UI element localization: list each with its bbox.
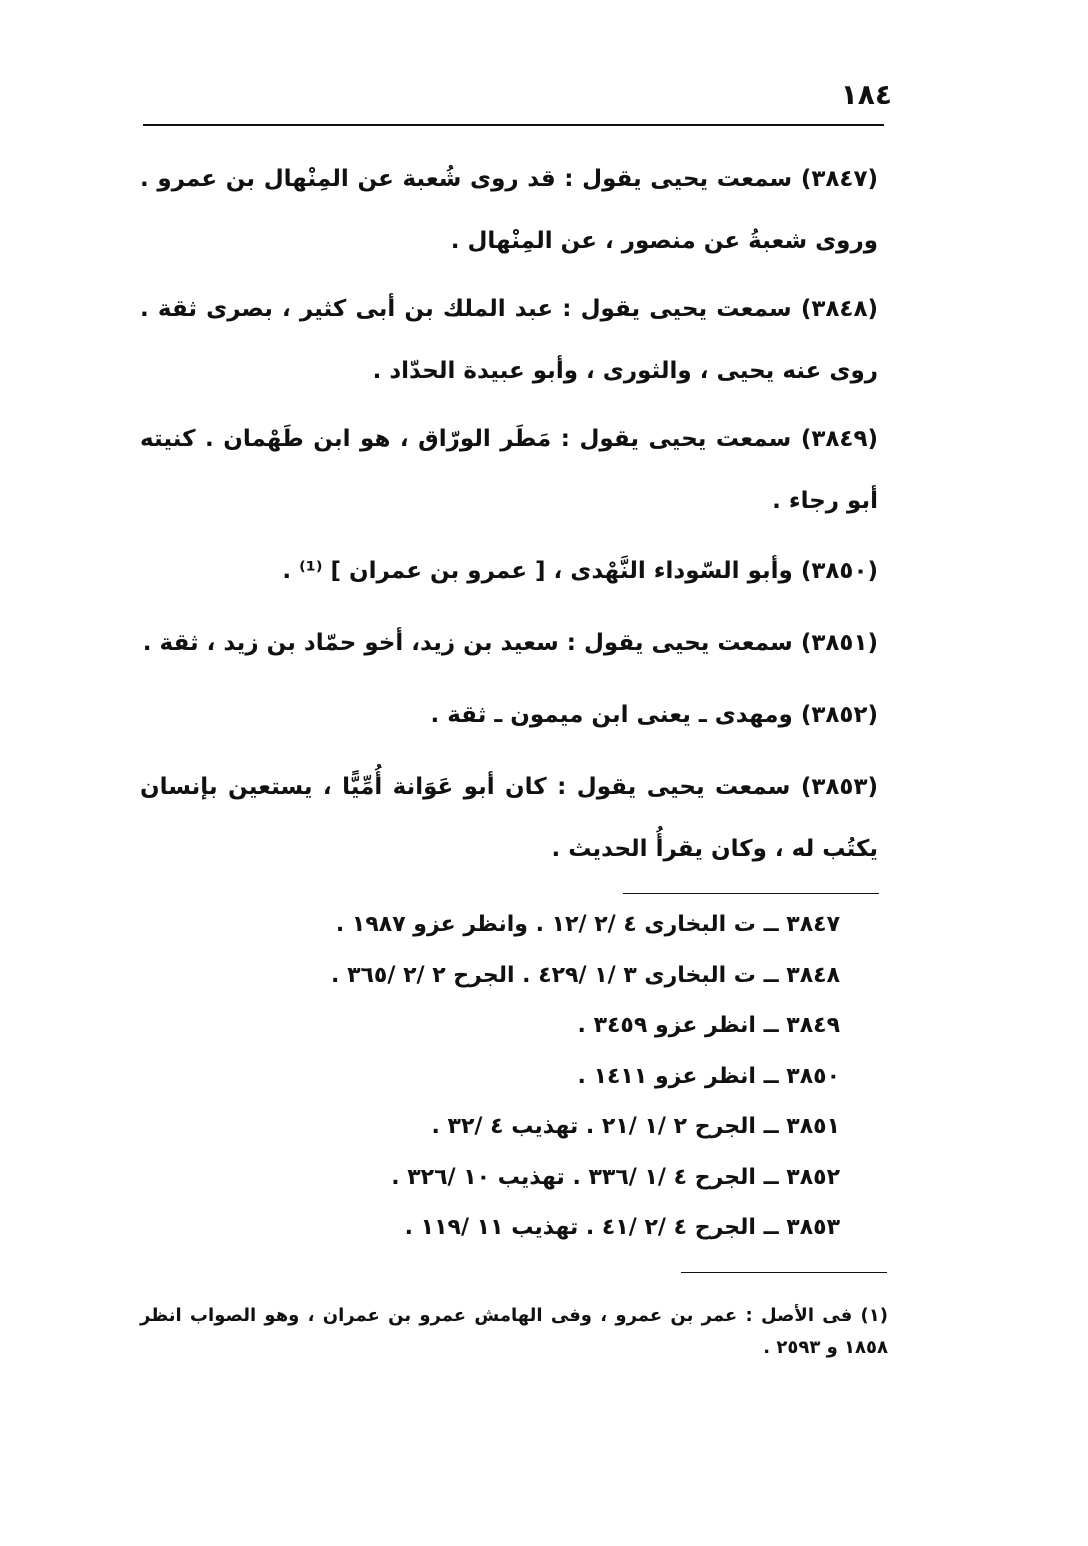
reference-line: ٣٨٥٣ ــ الجرح ٤ /٢ /٤١ . تهذيب ١١ /١١٩ . [404, 1215, 840, 1240]
entry-number: (٣٨٥٢) [800, 702, 878, 728]
entry-3847 [140, 148, 878, 272]
entry-3851 [140, 612, 878, 674]
page-number: ١٨٤ [840, 78, 892, 111]
entry-text: ومهدى ـ يعنى ابن ميمون ـ ثقة . [430, 702, 801, 728]
entry-text: سمعت يحيى يقول : قد روى شُعبة عن المِنْهال بن عمرو . وروى شعبةُ عن منصور ، عن المِنْهال . [140, 166, 878, 254]
entry-text: سمعت يحيى يقول : مَطَر الورّاق ، هو ابن طَهْمان . كنيته أبو رجاء . [140, 426, 878, 514]
reference-line: ٣٨٥١ ــ الجرح ٢ /١ /٢١ . تهذيب ٤ /٣٢ . [431, 1114, 840, 1139]
reference-line: ٣٨٤٩ ــ انظر عزو ٣٤٥٩ . [577, 1013, 840, 1038]
entry-text: سمعت يحيى يقول : سعيد بن زيد، أخو حمّاد بن زيد ، ثقة . [142, 630, 801, 656]
entry-3853 [140, 756, 878, 880]
entry-3849 [140, 408, 878, 532]
reference-line: ٣٨٤٧ ــ ت البخارى ٤ /٢ /١٢ . وانظر عزو ١٩٨٧ . [335, 912, 840, 937]
entry-number: (٣٨٤٧) [800, 166, 878, 192]
reference-line: ٣٨٥٢ ــ الجرح ٤ /١ /٣٣٦ . تهذيب ١٠ /٣٢٦ . [391, 1164, 840, 1190]
header-rule [143, 124, 884, 126]
footnote: (١) فى الأصل : عمر بن عمرو ، وفى الهامش عمرو بن عمران ، وهو الصواب انظر ١٨٥٨ و ٢٥٩٣ . [140, 1305, 888, 1358]
references-rule [623, 893, 879, 894]
reference-line: ٣٨٥٠ ــ انظر عزو ١٤١١ . [577, 1063, 840, 1089]
entry-text: سمعت يحيى يقول : عبد الملك بن أبى كثير ، بصرى ثقة . روى عنه يحيى ، والثورى ، وأبو عبيدة الحدّاد . [140, 296, 878, 384]
entry-text: سمعت يحيى يقول : كان أبو عَوَانة أُمِّيًّا ، يستعين بإنسان يكتُب له ، وكان يقرأُ الحديث . [140, 774, 878, 862]
references-list [280, 900, 840, 1254]
entry-3852 [140, 684, 878, 746]
entry-3848 [140, 278, 878, 402]
entry-number: (٣٨٥٣) [800, 774, 878, 800]
entry-number: (٣٨٤٩) [800, 426, 878, 452]
entry-number: (٣٨٥١) [800, 630, 878, 656]
footnote-rule [681, 1272, 887, 1273]
reference-line: ٣٨٤٨ ــ ت البخارى ٣ /١ /٤٢٩ . الجرح ٢ /٢ /٣٦٥ . [331, 962, 840, 988]
entry-number: (٣٨٥٠) [800, 558, 878, 584]
entry-text: وأبو السّوداء النَّهْدى ، [ عمرو بن عمران ] ⁽¹⁾ . [282, 558, 801, 584]
entry-3850 [140, 540, 878, 602]
entry-number: (٣٨٤٨) [800, 296, 878, 322]
